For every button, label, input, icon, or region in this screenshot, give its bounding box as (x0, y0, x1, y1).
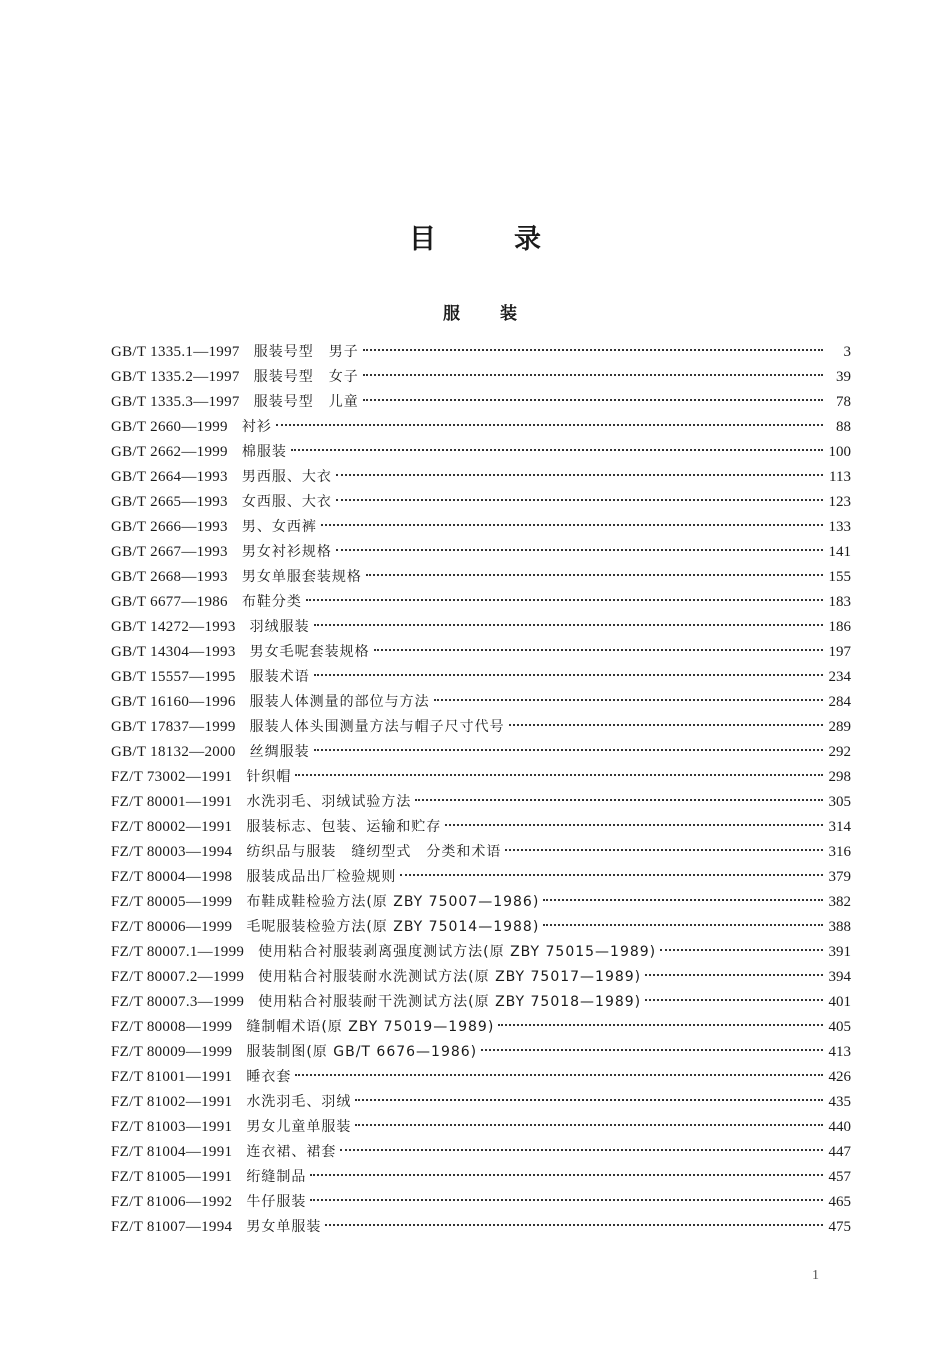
dot-leader (355, 1099, 823, 1101)
entry-title: 女西服、大衣 (241, 494, 332, 510)
toc-entry (111, 940, 851, 965)
entry-page-number: 292 (828, 744, 851, 760)
dot-leader (543, 924, 823, 926)
toc-entry (111, 465, 851, 490)
entry-page-number: 379 (828, 869, 851, 885)
standard-code: GB/T 14304—1993 (111, 644, 236, 660)
dot-leader (355, 1124, 823, 1126)
standard-code: GB/T 1335.1—1997 (111, 344, 240, 360)
dot-leader (310, 1199, 823, 1201)
entry-page-number: 298 (828, 769, 851, 785)
entry-title: 丝绸服装 (249, 744, 310, 760)
entry-page-number: 289 (828, 719, 851, 735)
toc-entry (111, 665, 851, 690)
entry-title: 布鞋成鞋检验方法(原 ZBY 75007—1986) (246, 894, 540, 910)
entry-page-number: 123 (828, 494, 851, 510)
toc-entry (111, 1115, 851, 1140)
entry-title: 水洗羽毛、羽绒试验方法 (246, 794, 412, 810)
dot-leader (291, 449, 823, 451)
toc-entry (111, 490, 851, 515)
standard-code: FZ/T 80003—1994 (111, 844, 233, 860)
toc-entry (111, 1190, 851, 1215)
standard-code: GB/T 2662—1999 (111, 444, 228, 460)
dot-leader (306, 599, 823, 601)
toc-entry (111, 740, 851, 765)
toc-entry (111, 965, 851, 990)
entry-title: 服装标志、包装、运输和贮存 (246, 819, 442, 835)
entry-title: 棉服装 (241, 444, 287, 460)
toc-entry (111, 440, 851, 465)
entry-title: 牛仔服装 (246, 1194, 307, 1210)
entry-title: 男女儿童单服装 (246, 1119, 352, 1135)
toc-entry (111, 640, 851, 665)
standard-code: GB/T 6677—1986 (111, 594, 228, 610)
toc-entry (111, 1015, 851, 1040)
entry-title: 水洗羽毛、羽绒 (246, 1094, 352, 1110)
entry-title: 男、女西裤 (241, 519, 317, 535)
entry-title: 男女毛呢套装规格 (249, 644, 370, 660)
dot-leader (498, 1024, 823, 1026)
section-heading: 服装 (443, 304, 557, 324)
dot-leader (336, 549, 823, 551)
dot-leader (509, 724, 823, 726)
standard-code: GB/T 15557—1995 (111, 669, 236, 685)
entry-page-number: 426 (828, 1069, 851, 1085)
folio-page-number: 1 (812, 1268, 819, 1283)
dot-leader (295, 1074, 823, 1076)
dot-leader (434, 699, 823, 701)
entry-page-number: 388 (828, 919, 851, 935)
entry-title: 睡衣套 (246, 1069, 292, 1085)
entry-title: 毛呢服装检验方法(原 ZBY 75014—1988) (246, 919, 540, 935)
entry-title: 纺织品与服装 缝纫型式 分类和术语 (246, 844, 502, 860)
dot-leader (445, 824, 823, 826)
entry-page-number: 88 (836, 419, 851, 435)
standard-code: GB/T 18132—2000 (111, 744, 236, 760)
standard-code: GB/T 1335.2—1997 (111, 369, 240, 385)
standard-code: FZ/T 81004—1991 (111, 1144, 233, 1160)
entry-page-number: 155 (828, 569, 851, 585)
standard-code: GB/T 16160—1996 (111, 694, 236, 710)
table-of-contents (111, 340, 851, 1240)
toc-entry (111, 1090, 851, 1115)
standard-code: GB/T 1335.3—1997 (111, 394, 240, 410)
dot-leader (415, 799, 823, 801)
toc-entry (111, 515, 851, 540)
entry-title: 服装号型 女子 (253, 369, 359, 385)
dot-leader (314, 624, 823, 626)
entry-page-number: 234 (828, 669, 851, 685)
toc-entry (111, 340, 851, 365)
entry-page-number: 447 (828, 1144, 851, 1160)
toc-entry (111, 690, 851, 715)
entry-page-number: 78 (836, 394, 851, 410)
dot-leader (660, 949, 823, 951)
entry-page-number: 284 (828, 694, 851, 710)
entry-title: 男西服、大衣 (241, 469, 332, 485)
entry-title: 衬衫 (241, 419, 272, 435)
toc-entry (111, 590, 851, 615)
toc-entry (111, 415, 851, 440)
entry-title: 连衣裙、裙套 (246, 1144, 337, 1160)
entry-page-number: 186 (828, 619, 851, 635)
entry-title: 服装术语 (249, 669, 310, 685)
entry-page-number: 3 (843, 344, 851, 360)
toc-entry (111, 1215, 851, 1240)
standard-code: FZ/T 80007.3—1999 (111, 994, 245, 1010)
entry-title: 使用粘合衬服装耐水洗测试方法(原 ZBY 75017—1989) (258, 969, 642, 985)
dot-leader (340, 1149, 823, 1151)
dot-leader (314, 749, 823, 751)
entry-page-number: 457 (828, 1169, 851, 1185)
standard-code: FZ/T 81003—1991 (111, 1119, 233, 1135)
toc-entry (111, 765, 851, 790)
dot-leader (276, 424, 823, 426)
entry-title: 绗缝制品 (246, 1169, 307, 1185)
toc-entry (111, 365, 851, 390)
entry-page-number: 382 (828, 894, 851, 910)
toc-entry (111, 715, 851, 740)
entry-page-number: 465 (828, 1194, 851, 1210)
standard-code: FZ/T 81005—1991 (111, 1169, 233, 1185)
entry-title: 服装号型 男子 (253, 344, 359, 360)
entry-page-number: 183 (828, 594, 851, 610)
entry-page-number: 413 (828, 1044, 851, 1060)
entry-title: 服装号型 儿童 (253, 394, 359, 410)
entry-page-number: 100 (828, 444, 851, 460)
toc-entry (111, 1165, 851, 1190)
entry-title: 羽绒服装 (249, 619, 310, 635)
dot-leader (645, 974, 823, 976)
entry-page-number: 314 (828, 819, 851, 835)
entry-page-number: 401 (828, 994, 851, 1010)
entry-title: 缝制帽术语(原 ZBY 75019—1989) (246, 1019, 495, 1035)
standard-code: FZ/T 80006—1999 (111, 919, 233, 935)
toc-entry (111, 890, 851, 915)
standard-code: FZ/T 80005—1999 (111, 894, 233, 910)
standard-code: FZ/T 80004—1998 (111, 869, 233, 885)
entry-title: 服装制图(原 GB/T 6676—1986) (246, 1044, 478, 1060)
entry-page-number: 197 (828, 644, 851, 660)
standard-code: GB/T 2660—1999 (111, 419, 228, 435)
standard-code: FZ/T 80007.2—1999 (111, 969, 245, 985)
toc-entry (111, 990, 851, 1015)
toc-entry (111, 1065, 851, 1090)
entry-page-number: 113 (829, 469, 851, 485)
dot-leader (363, 349, 823, 351)
standard-code: FZ/T 80007.1—1999 (111, 944, 245, 960)
standard-code: GB/T 2668—1993 (111, 569, 228, 585)
entry-title: 布鞋分类 (241, 594, 302, 610)
entry-title: 男女单服套装规格 (241, 569, 362, 585)
standard-code: FZ/T 80002—1991 (111, 819, 233, 835)
dot-leader (325, 1224, 823, 1226)
entry-page-number: 141 (828, 544, 851, 560)
dot-leader (295, 774, 823, 776)
entry-title: 男女衬衫规格 (241, 544, 332, 560)
standard-code: FZ/T 81007—1994 (111, 1219, 233, 1235)
dot-leader (314, 674, 823, 676)
standard-code: GB/T 2666—1993 (111, 519, 228, 535)
entry-page-number: 133 (828, 519, 851, 535)
dot-leader (505, 849, 823, 851)
standard-code: FZ/T 81006—1992 (111, 1194, 233, 1210)
standard-code: FZ/T 80001—1991 (111, 794, 233, 810)
entry-title: 针织帽 (246, 769, 292, 785)
entry-title: 使用粘合衬服装耐干洗测试方法(原 ZBY 75018—1989) (258, 994, 642, 1010)
dot-leader (366, 574, 823, 576)
toc-entry (111, 790, 851, 815)
toc-entry (111, 565, 851, 590)
standard-code: FZ/T 73002—1991 (111, 769, 233, 785)
entry-page-number: 391 (828, 944, 851, 960)
standard-code: GB/T 17837—1999 (111, 719, 236, 735)
toc-entry (111, 815, 851, 840)
standard-code: GB/T 14272—1993 (111, 619, 236, 635)
dot-leader (374, 649, 823, 651)
entry-page-number: 394 (828, 969, 851, 985)
dot-leader (363, 374, 823, 376)
entry-page-number: 316 (828, 844, 851, 860)
dot-leader (363, 399, 823, 401)
entry-title: 服装人体测量的部位与方法 (249, 694, 430, 710)
dot-leader (336, 499, 823, 501)
dot-leader (310, 1174, 823, 1176)
standard-code: FZ/T 80008—1999 (111, 1019, 233, 1035)
dot-leader (336, 474, 823, 476)
entry-page-number: 435 (828, 1094, 851, 1110)
standard-code: GB/T 2667—1993 (111, 544, 228, 560)
page-title: 目录 (409, 224, 619, 255)
entry-title: 服装人体头围测量方法与帽子尺寸代号 (249, 719, 505, 735)
toc-entry (111, 615, 851, 640)
dot-leader (481, 1049, 823, 1051)
toc-entry (111, 390, 851, 415)
standard-code: GB/T 2665—1993 (111, 494, 228, 510)
entry-page-number: 440 (828, 1119, 851, 1135)
entry-title: 男女单服装 (246, 1219, 322, 1235)
entry-page-number: 305 (828, 794, 851, 810)
dot-leader (321, 524, 823, 526)
toc-entry (111, 1140, 851, 1165)
standard-code: FZ/T 81002—1991 (111, 1094, 233, 1110)
toc-entry (111, 1040, 851, 1065)
toc-entry (111, 840, 851, 865)
toc-entry (111, 540, 851, 565)
standard-code: FZ/T 81001—1991 (111, 1069, 233, 1085)
dot-leader (645, 999, 823, 1001)
entry-page-number: 39 (836, 369, 851, 385)
toc-entry (111, 915, 851, 940)
entry-title: 服装成品出厂检验规则 (246, 869, 397, 885)
standard-code: GB/T 2664—1993 (111, 469, 228, 485)
dot-leader (543, 899, 823, 901)
entry-page-number: 405 (828, 1019, 851, 1035)
entry-page-number: 475 (828, 1219, 851, 1235)
entry-title: 使用粘合衬服装剥离强度测试方法(原 ZBY 75015—1989) (258, 944, 657, 960)
toc-entry (111, 865, 851, 890)
dot-leader (400, 874, 823, 876)
standard-code: FZ/T 80009—1999 (111, 1044, 233, 1060)
